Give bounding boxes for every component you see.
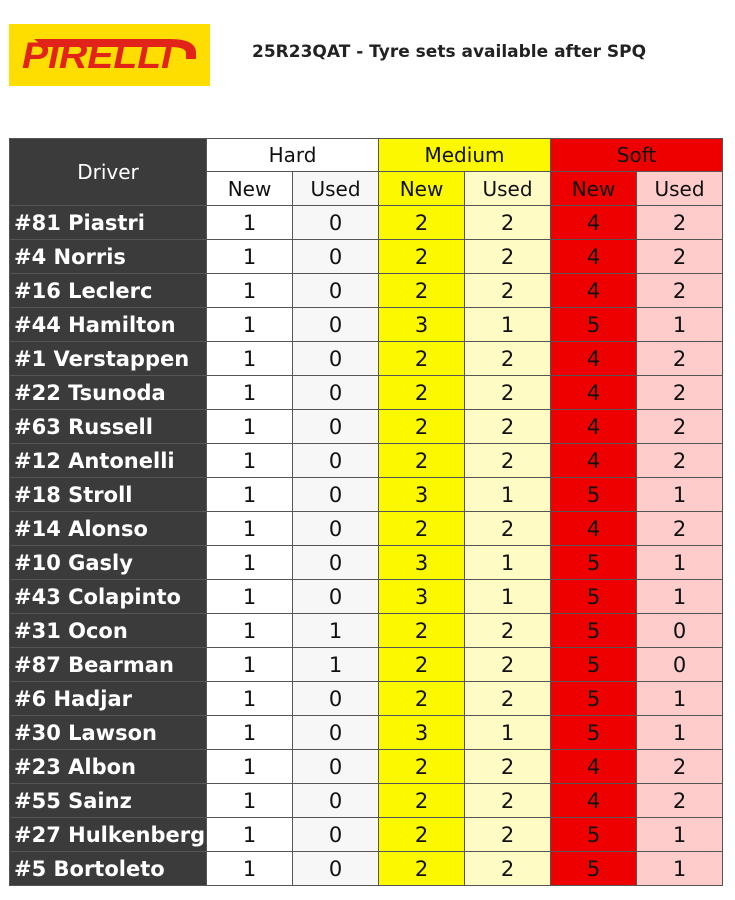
soft-new-value: 4 xyxy=(551,376,637,410)
medium-new-value: 2 xyxy=(379,818,465,852)
soft-new-value: 4 xyxy=(551,410,637,444)
driver-name: #22 Tsunoda xyxy=(10,376,207,410)
medium-used-value: 2 xyxy=(465,750,551,784)
soft-new-value: 5 xyxy=(551,614,637,648)
soft-new-value: 4 xyxy=(551,444,637,478)
soft-new-value: 5 xyxy=(551,546,637,580)
hard-used-value: 0 xyxy=(293,444,379,478)
soft-new-value: 4 xyxy=(551,784,637,818)
medium-used-value: 1 xyxy=(465,546,551,580)
medium-used-header: Used xyxy=(465,172,551,206)
soft-new-value: 4 xyxy=(551,512,637,546)
hard-new-value: 1 xyxy=(207,512,293,546)
soft-used-value: 2 xyxy=(637,784,723,818)
driver-name: #4 Norris xyxy=(10,240,207,274)
hard-new-value: 1 xyxy=(207,376,293,410)
hard-new-value: 1 xyxy=(207,274,293,308)
soft-new-value: 5 xyxy=(551,716,637,750)
soft-new-value: 4 xyxy=(551,274,637,308)
medium-used-value: 1 xyxy=(465,716,551,750)
hard-new-value: 1 xyxy=(207,648,293,682)
medium-used-value: 2 xyxy=(465,274,551,308)
table-row xyxy=(10,410,723,444)
hard-new-value: 1 xyxy=(207,784,293,818)
hard-used-value: 0 xyxy=(293,376,379,410)
medium-new-value: 2 xyxy=(379,274,465,308)
medium-new-value: 2 xyxy=(379,342,465,376)
medium-used-value: 1 xyxy=(465,580,551,614)
hard-used-value: 0 xyxy=(293,478,379,512)
table-row xyxy=(10,580,723,614)
table-row xyxy=(10,206,723,240)
table-row xyxy=(10,512,723,546)
table-row xyxy=(10,342,723,376)
soft-used-value: 2 xyxy=(637,376,723,410)
table-row xyxy=(10,274,723,308)
driver-name: #81 Piastri xyxy=(10,206,207,240)
driver-name: #44 Hamilton xyxy=(10,308,207,342)
driver-column-header: Driver xyxy=(10,139,207,206)
driver-name: #6 Hadjar xyxy=(10,682,207,716)
soft-new-value: 5 xyxy=(551,648,637,682)
medium-new-value: 2 xyxy=(379,376,465,410)
hard-new-value: 1 xyxy=(207,750,293,784)
driver-name: #55 Sainz xyxy=(10,784,207,818)
medium-used-value: 2 xyxy=(465,512,551,546)
medium-new-value: 3 xyxy=(379,478,465,512)
soft-compound-header: Soft xyxy=(551,139,723,172)
table-body xyxy=(10,206,723,886)
table-row xyxy=(10,614,723,648)
driver-name: #30 Lawson xyxy=(10,716,207,750)
soft-used-value: 0 xyxy=(637,648,723,682)
medium-used-value: 2 xyxy=(465,818,551,852)
soft-used-value: 1 xyxy=(637,308,723,342)
medium-used-value: 2 xyxy=(465,648,551,682)
medium-used-value: 2 xyxy=(465,410,551,444)
soft-used-value: 2 xyxy=(637,206,723,240)
soft-used-value: 1 xyxy=(637,682,723,716)
soft-used-value: 1 xyxy=(637,546,723,580)
soft-used-value: 1 xyxy=(637,852,723,886)
soft-used-value: 1 xyxy=(637,478,723,512)
hard-compound-header: Hard xyxy=(207,139,379,172)
table-row xyxy=(10,308,723,342)
soft-new-value: 5 xyxy=(551,308,637,342)
soft-new-value: 4 xyxy=(551,750,637,784)
soft-used-value: 0 xyxy=(637,614,723,648)
hard-new-value: 1 xyxy=(207,308,293,342)
driver-name: #43 Colapinto xyxy=(10,580,207,614)
soft-new-value: 5 xyxy=(551,818,637,852)
soft-new-value: 4 xyxy=(551,206,637,240)
driver-name: #16 Leclerc xyxy=(10,274,207,308)
soft-used-value: 2 xyxy=(637,342,723,376)
medium-new-value: 2 xyxy=(379,444,465,478)
medium-new-value: 2 xyxy=(379,852,465,886)
table-row xyxy=(10,376,723,410)
hard-used-value: 0 xyxy=(293,784,379,818)
table-row xyxy=(10,682,723,716)
hard-new-value: 1 xyxy=(207,478,293,512)
soft-used-header: Used xyxy=(637,172,723,206)
driver-name: #14 Alonso xyxy=(10,512,207,546)
driver-name: #63 Russell xyxy=(10,410,207,444)
hard-used-value: 0 xyxy=(293,410,379,444)
hard-new-value: 1 xyxy=(207,444,293,478)
hard-used-value: 0 xyxy=(293,308,379,342)
driver-name: #31 Ocon xyxy=(10,614,207,648)
hard-used-value: 0 xyxy=(293,274,379,308)
table-row xyxy=(10,818,723,852)
hard-new-value: 1 xyxy=(207,614,293,648)
table-row xyxy=(10,546,723,580)
hard-new-value: 1 xyxy=(207,546,293,580)
soft-new-value: 4 xyxy=(551,342,637,376)
medium-used-value: 2 xyxy=(465,614,551,648)
medium-new-value: 2 xyxy=(379,648,465,682)
hard-used-value: 0 xyxy=(293,240,379,274)
medium-new-value: 2 xyxy=(379,512,465,546)
medium-used-value: 2 xyxy=(465,682,551,716)
soft-used-value: 2 xyxy=(637,444,723,478)
medium-new-value: 3 xyxy=(379,716,465,750)
pirelli-logo xyxy=(9,24,210,86)
soft-used-value: 2 xyxy=(637,512,723,546)
table-row xyxy=(10,444,723,478)
hard-new-value: 1 xyxy=(207,818,293,852)
hard-used-value: 0 xyxy=(293,682,379,716)
svg-text:PIRELLI: PIRELLI xyxy=(21,35,173,75)
hard-used-header: Used xyxy=(293,172,379,206)
driver-name: #87 Bearman xyxy=(10,648,207,682)
medium-used-value: 1 xyxy=(465,308,551,342)
medium-used-value: 2 xyxy=(465,376,551,410)
hard-new-value: 1 xyxy=(207,682,293,716)
medium-new-value: 2 xyxy=(379,410,465,444)
soft-new-value: 5 xyxy=(551,682,637,716)
table-row xyxy=(10,648,723,682)
hard-new-value: 1 xyxy=(207,410,293,444)
soft-new-value: 5 xyxy=(551,580,637,614)
hard-new-value: 1 xyxy=(207,580,293,614)
medium-used-value: 2 xyxy=(465,206,551,240)
table-row xyxy=(10,478,723,512)
hard-used-value: 1 xyxy=(293,648,379,682)
hard-used-value: 0 xyxy=(293,716,379,750)
hard-used-value: 0 xyxy=(293,852,379,886)
medium-new-value: 2 xyxy=(379,206,465,240)
soft-new-value: 5 xyxy=(551,852,637,886)
hard-used-value: 0 xyxy=(293,512,379,546)
driver-name: #12 Antonelli xyxy=(10,444,207,478)
medium-new-value: 2 xyxy=(379,240,465,274)
driver-name: #27 Hulkenberg xyxy=(10,818,207,852)
medium-used-value: 2 xyxy=(465,444,551,478)
hard-used-value: 0 xyxy=(293,546,379,580)
medium-new-value: 3 xyxy=(379,546,465,580)
medium-new-value: 3 xyxy=(379,308,465,342)
pirelli-logo-icon xyxy=(20,35,200,75)
medium-used-value: 2 xyxy=(465,784,551,818)
table-row xyxy=(10,784,723,818)
medium-new-header: New xyxy=(379,172,465,206)
hard-new-value: 1 xyxy=(207,206,293,240)
medium-used-value: 2 xyxy=(465,852,551,886)
soft-used-value: 2 xyxy=(637,240,723,274)
driver-name: #5 Bortoleto xyxy=(10,852,207,886)
medium-new-value: 2 xyxy=(379,682,465,716)
hard-new-header: New xyxy=(207,172,293,206)
driver-name: #10 Gasly xyxy=(10,546,207,580)
hard-used-value: 0 xyxy=(293,750,379,784)
soft-used-value: 1 xyxy=(637,818,723,852)
table-row xyxy=(10,240,723,274)
driver-name: #1 Verstappen xyxy=(10,342,207,376)
table-row xyxy=(10,716,723,750)
medium-new-value: 2 xyxy=(379,614,465,648)
hard-used-value: 1 xyxy=(293,614,379,648)
page-title: 25R23QAT - Tyre sets available after SPQ xyxy=(252,42,647,62)
medium-used-value: 2 xyxy=(465,240,551,274)
soft-used-value: 2 xyxy=(637,410,723,444)
hard-new-value: 1 xyxy=(207,240,293,274)
medium-used-value: 2 xyxy=(465,342,551,376)
hard-new-value: 1 xyxy=(207,716,293,750)
medium-new-value: 3 xyxy=(379,580,465,614)
hard-new-value: 1 xyxy=(207,342,293,376)
medium-used-value: 1 xyxy=(465,478,551,512)
soft-used-value: 1 xyxy=(637,580,723,614)
driver-name: #18 Stroll xyxy=(10,478,207,512)
tyre-sets-table xyxy=(9,138,723,886)
hard-used-value: 0 xyxy=(293,580,379,614)
table-row xyxy=(10,852,723,886)
soft-new-value: 4 xyxy=(551,240,637,274)
hard-used-value: 0 xyxy=(293,342,379,376)
driver-name: #23 Albon xyxy=(10,750,207,784)
hard-used-value: 0 xyxy=(293,818,379,852)
soft-new-value: 5 xyxy=(551,478,637,512)
soft-used-value: 2 xyxy=(637,274,723,308)
medium-new-value: 2 xyxy=(379,784,465,818)
medium-compound-header: Medium xyxy=(379,139,551,172)
soft-used-value: 1 xyxy=(637,716,723,750)
table-row xyxy=(10,750,723,784)
medium-new-value: 2 xyxy=(379,750,465,784)
compound-header-row xyxy=(10,139,723,172)
hard-new-value: 1 xyxy=(207,852,293,886)
soft-used-value: 2 xyxy=(637,750,723,784)
hard-used-value: 0 xyxy=(293,206,379,240)
soft-new-header: New xyxy=(551,172,637,206)
